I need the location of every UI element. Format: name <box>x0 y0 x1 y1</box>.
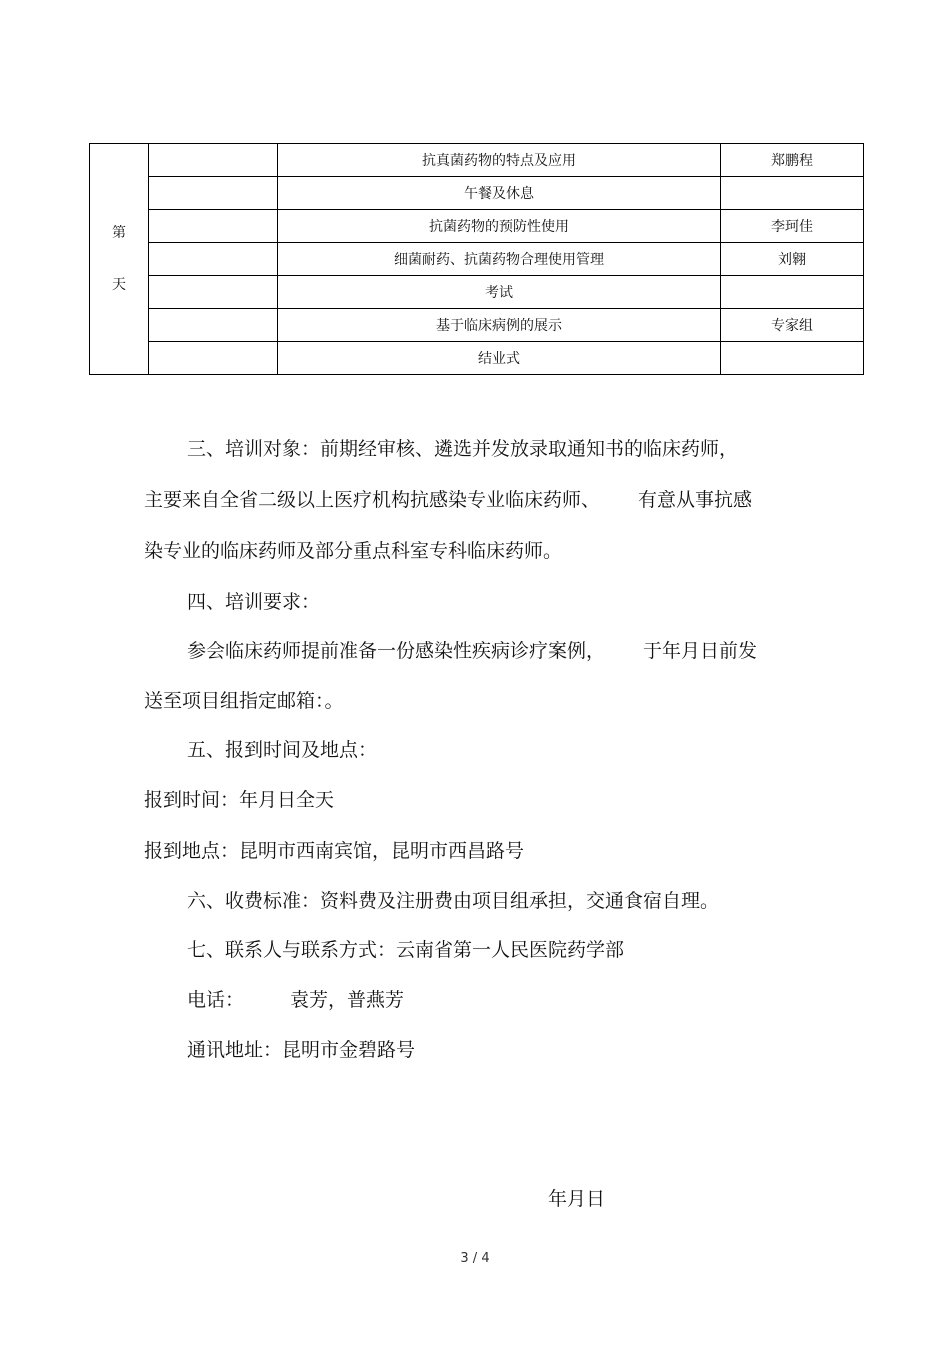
section-4-line-1 <box>187 638 757 664</box>
time-cell <box>149 342 278 375</box>
table-row <box>90 276 864 309</box>
section-5-title: 五、报到时间及地点： <box>187 739 378 761</box>
section-4-line-1-part-b: 于年月日前发 <box>643 640 758 662</box>
section-5-time: 报到时间：年月日全天 <box>144 789 335 811</box>
table-row <box>90 342 864 375</box>
speaker-cell <box>721 177 864 210</box>
day-label-top: 第 <box>112 225 126 241</box>
page-number: 3 / 4 <box>460 1251 490 1266</box>
section-3-line-2 <box>144 487 752 513</box>
table-row <box>90 210 864 243</box>
speaker-cell: 刘翱 <box>721 243 864 276</box>
topic-cell: 考试 <box>278 276 721 309</box>
topic-cell: 结业式 <box>278 342 721 375</box>
time-cell <box>149 243 278 276</box>
section-3-line-1: 三、培训对象：前期经审核、遴选并发放录取通知书的临床药师， <box>187 438 739 460</box>
topic-cell: 细菌耐药、抗菌药物合理使用管理 <box>278 243 721 276</box>
speaker-cell <box>721 276 864 309</box>
topic-cell: 午餐及休息 <box>278 177 721 210</box>
section-7-phone <box>187 987 404 1013</box>
table-row <box>90 144 864 177</box>
speaker-cell: 专家组 <box>721 309 864 342</box>
time-cell <box>149 144 278 177</box>
contact-names: 袁芳，普燕芳 <box>290 989 405 1011</box>
topic-cell: 基于临床病例的展示 <box>278 309 721 342</box>
section-7-title: 七、联系人与联系方式：云南省第一人民医院药学部 <box>187 939 625 961</box>
phone-label: 电话： <box>187 989 245 1011</box>
date-line: 年月日 <box>548 1188 606 1210</box>
table-row <box>90 309 864 342</box>
time-cell <box>149 309 278 342</box>
speaker-cell: 郑鹏程 <box>721 144 864 177</box>
day-label-bottom: 天 <box>112 277 126 293</box>
section-3-line-3: 染专业的临床药师及部分重点科室专科临床药师。 <box>144 540 563 562</box>
section-5-place: 报到地点：昆明市西南宾馆，昆明市西昌路号 <box>144 840 525 862</box>
section-3-line-2-part-b: 有意从事抗感 <box>638 489 753 511</box>
speaker-cell <box>721 342 864 375</box>
section-3-line-2-part-a: 主要来自全省二级以上医疗机构抗感染专业临床药师、 <box>144 489 601 511</box>
table-row <box>90 243 864 276</box>
section-6: 六、收费标准：资料费及注册费由项目组承担，交通食宿自理。 <box>187 890 720 912</box>
speaker-cell: 李珂佳 <box>721 210 864 243</box>
day-cell <box>90 144 149 375</box>
time-cell <box>149 210 278 243</box>
time-cell <box>149 177 278 210</box>
section-7-address: 通讯地址：昆明市金碧路号 <box>187 1039 416 1061</box>
section-4-line-2: 送至项目组指定邮箱：。 <box>144 690 344 712</box>
time-cell <box>149 276 278 309</box>
topic-cell: 抗菌药物的预防性使用 <box>278 210 721 243</box>
table-row <box>90 177 864 210</box>
schedule-table <box>89 143 864 375</box>
topic-cell: 抗真菌药物的特点及应用 <box>278 144 721 177</box>
section-4-title: 四、培训要求： <box>187 591 321 613</box>
section-4-line-1-part-a: 参会临床药师提前准备一份感染性疾病诊疗案例， <box>187 640 606 662</box>
